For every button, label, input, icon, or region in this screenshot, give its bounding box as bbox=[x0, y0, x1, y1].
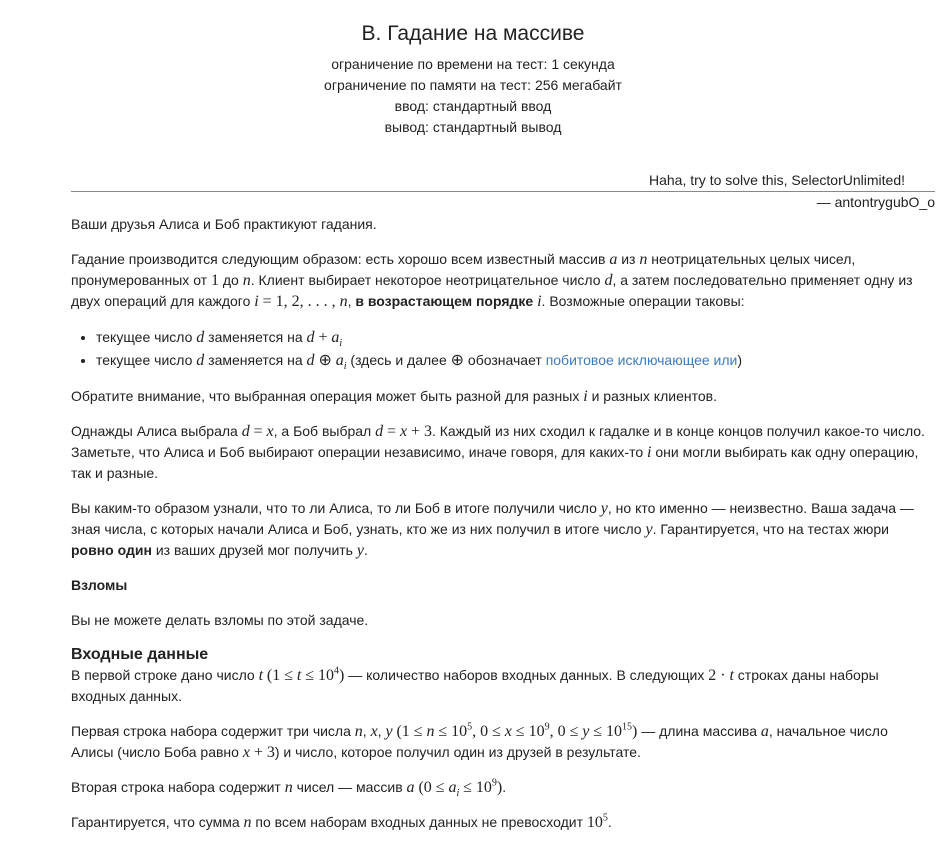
operation-add: • текущее число d заменяется на $d + a_i$ bbox=[96, 326, 931, 349]
statement-p1: Ваши друзья Алиса и Боб практикуют гадания. bbox=[71, 216, 377, 232]
time-limit: ограничение по времени на тест: 1 секунда bbox=[331, 56, 615, 72]
operation-xor: • текущее число d заменяется на d ⊕ $a_i$ (здесь и далее ⊕ обозначает побитовое исключающее или) bbox=[96, 349, 931, 372]
problem-statement bbox=[71, 214, 931, 847]
hacks-text: Вы не можете делать взломы по этой задаче. bbox=[71, 612, 369, 628]
statement-p4: Однажды Алиса выбрала d = x, а Боб выбрал d = x + 3. Каждый из них сходил к гадалке и в конце концов получил какое-то число. Заметьте, что Алиса и Боб выбирают операции независимо, иначе говоря, для каких-то i они могли выбирать как одну операцию, так и разные. bbox=[71, 423, 925, 481]
epigraph-divider bbox=[71, 191, 935, 192]
problem-page bbox=[0, 20, 946, 831]
hacks-title: Взломы bbox=[71, 577, 128, 593]
epigraph-author: — antontrygubO_o bbox=[816, 194, 935, 210]
epigraph-text: Haha, try to solve this, SelectorUnlimited! bbox=[649, 172, 905, 188]
memory-limit: ограничение по памяти на тест: 256 мегабайт bbox=[324, 77, 622, 93]
statement-p5: Вы каким-то образом узнали, что то ли Алиса, то ли Боб в итоге получили число y, но кто именно — неизвестно. Ваша задача — зная числа, с которых начали Алиса и Боб, узнать, кто же из них получил в итоге число y. Гарантируется, что на тестах жюри ровно один из ваших друзей мог получить y. bbox=[71, 500, 914, 559]
problem-header bbox=[0, 20, 946, 138]
input-section-title: Входные данные bbox=[71, 646, 209, 663]
problem-title: B. Гадание на массиве bbox=[361, 22, 585, 45]
statement-p3: Обратите внимание, что выбранная операция может быть разной для разных i и разных клиентов. bbox=[71, 388, 717, 405]
input-p4: Гарантируется, что сумма n по всем наборам входных данных не превосходит $10^5$. bbox=[71, 812, 612, 831]
operations-list bbox=[71, 326, 931, 372]
input-p2: Первая строка набора содержит три числа n, x, y ($1 \le n \le 10^5$, $0 \le x \le 10^9$, $0 \le y \le 10^{15}$) — длина массива a, начальное число Алисы (число Боба равно x + 3) и число, которое получил один из друзей в результате. bbox=[71, 721, 888, 761]
output-file: вывод: стандартный вывод bbox=[384, 119, 562, 135]
input-p1: В первой строке дано число t $(1 \le t \le 10^4)$ — количество наборов входных данных. В следующих 2 · t строках даны наборы входных данных. bbox=[71, 665, 879, 704]
xor-link[interactable]: побитовое исключающее или bbox=[545, 352, 738, 368]
input-p3: Вторая строка набора содержит n чисел — массив a $(0 \le a_i \le 10^9)$. bbox=[71, 777, 507, 800]
input-file: ввод: стандартный ввод bbox=[394, 98, 552, 114]
problem-limits bbox=[0, 54, 946, 138]
statement-p2: Гадание производится следующим образом: есть хорошо всем известный массив a из n неотрицательных целых чисел, пронумерованных от 1 до n. Клиент выбирает некоторое неотрицательное число d, а затем последовательно применяет одну из двух операций для каждого i = 1, 2, . . . , n, в возрастающем порядке i. Возможные операции таковы: bbox=[71, 251, 913, 310]
